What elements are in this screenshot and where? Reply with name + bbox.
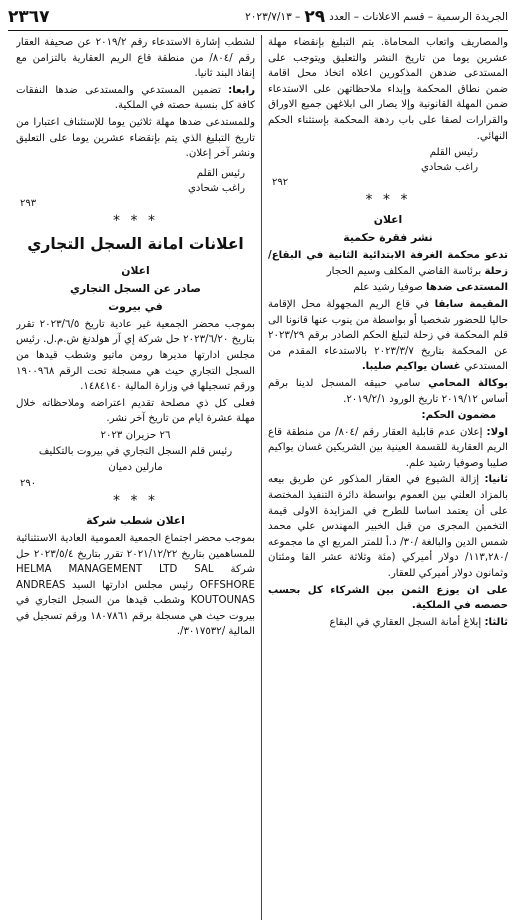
registrar-title: رئيس قلم السجل التجاري في بيروت بالتكليف xyxy=(38,445,233,457)
objection-paragraph: فعلى كل ذي مصلحة تقديم اعتراضه وملاحظاته خلال مهلة عشرة ايام من تاريخ آخر نشر. xyxy=(16,397,255,425)
third-clause: ثالثا: إبلاغ أمانة السجل العقاري في البقاع xyxy=(329,616,508,628)
page-header xyxy=(8,4,508,31)
notice-number: ٢٩٠ xyxy=(20,477,37,489)
separator: * * * xyxy=(365,192,411,209)
ad-title: اعلان xyxy=(121,263,150,277)
separator: * * * xyxy=(113,492,158,509)
court-paragraph: تدعو محكمة الغرفة الابتدائية الثانية في البقاع/ زحلة برئاسة القاضي المكلف وسيم الحجار xyxy=(268,250,508,277)
header-title: الجريدة الرسمية – قسم الاعلانات – العدد xyxy=(329,11,508,23)
ad-location: في بيروت xyxy=(108,299,163,313)
ad-subtitle: صادر عن السجل التجاري xyxy=(70,281,201,295)
residence-paragraph: المقيمة سابقا في قاع الريم المجهولة محل الإقامة حاليا للحضور شخصيا أو بواسطة من ينوب عنها قانونا الى قلم المحكمة في زحلة لتبلغ الحكم الصادر برقم ٢٠٢٣/٢٩ عن المحكمة بتاريخ ٢٠٢٣/٣/٧ بالاستدعاء المقدم من المستدعي غسان يواكيم صليبا. xyxy=(268,298,508,373)
appeal-paragraph: وللمستدعى ضدها مهلة ثلاثين يوما للإستئناف اعتبارا من تاريخ التبليغ الذي يتم بإنقضاء عشرين يوما على التعليق ونشر آخر إعلان. xyxy=(16,116,255,160)
section-title: اعلانات امانة السجل التجاري xyxy=(27,234,244,253)
deregistration-paragraph: بموجب محضر اجتماع الجمعية العمومية العادية الاستثنائية للمساهمين بتاريخ ٢٠٢١/١٢/٢٢ تقرر بتاريخ ٢٠٢٣/٥/٤ حل شركة HELMA MANAGEMENT LTD SAL OFFSHORE رئيس مجلس ادارتها السيد ANDREAS KOUTOUNAS وشطب قيدها من السجل التجاري في بيروت حيث هي مسجلة برقم ١٨٠٧٨٦١ ورقم تسجيل في المالية /٣٠١٧٥٣٢/. xyxy=(16,532,255,638)
notice-number: ٢٩٣ xyxy=(20,197,37,209)
defendant-paragraph: المستدعى ضدها صوفيا رشيد علم xyxy=(353,282,508,294)
page-number: ٢٣٦٧ xyxy=(8,7,50,27)
distribution-clause: على ان يوزع الثمن بين الشركاء كل بحسب حصصه في الملكية. xyxy=(268,584,508,612)
continued-paragraph: لشطب إشارة الاستدعاء رقم ٢٠١٩/٢ عن صحيفة العقار رقم /٨٠٤/ من منطقة قاع الريم العقارية بالتزامن مع إنفاذ البند ثانيا. xyxy=(16,37,255,80)
first-clause: اولا: إعلان عدم قابلية العقار رقم /٨٠٤/ من منطقة قاع الريم العقارية للقسمة العينية بين الشريكين غسان يواكيم صليبا وصوفيا رشيد علم. xyxy=(268,426,508,469)
signature-name: راغب شحادي xyxy=(187,182,245,194)
judgment-heading: مضمون الحكم: xyxy=(421,410,496,422)
notice-paragraph: والمصاريف واتعاب المحاماة. يتم التبليغ بإنقضاء مهلة عشرين يوما من تاريخ النشر والتعليق ويتوجب على المستدعى ضدهن المذكورين اعلاه اتخاذ محل اقامة ضمن نطاق المحكمة وإبداء ملاحظاتهن على الاستدعاء ضمن المهلة القانونية وإلا يصار الى ابلاغهن جميع الاوراق والقرارات لصقا على باب ردهة المحكمة بإستثناء الحكم النهائي. xyxy=(268,37,508,142)
issue-number: ٢٩ xyxy=(304,7,326,27)
fourth-clause: رابعا: تضمين المستدعي والمستدعى ضدها النفقات كافة كل بنسبة حصته في الملكية. xyxy=(16,84,255,112)
ad-date: ٢٦ حزيران ٢٠٢٣ xyxy=(100,429,171,441)
signature-title: رئيس القلم xyxy=(429,147,478,159)
columns xyxy=(8,35,508,920)
header-title-group xyxy=(245,7,508,27)
attorney-paragraph: بوكالة المحامي سامي حبيقه المسجل لدينا برقم أساس ٢٠١٩/١٢ تاريخ الورود ٢٠١٩/٢/١. xyxy=(268,377,508,405)
dissolution-paragraph: بموجب محضر الجمعية غير عادية تاريخ ٢٠٢٣/٦/٥ تقرر بتاريخ ٢٠٢٣/٦/٢٠ حل شركة إي آر هولدنغ ش.م.ل. رئيس مجلس ادارتها مديرها رومن ماتيو وشطب قيدها من السجل التجاري حيث هي مسجلة تحت الرقم ١٩٠٠٩٦٨ ورقم تسجيلها في وزارة المالية ١٤٨٤١٤٠. xyxy=(16,318,255,393)
right-column xyxy=(262,35,508,920)
ad-title: اعلان xyxy=(373,213,403,227)
separator: * * * xyxy=(113,212,158,229)
second-clause: ثانيا: إزالة الشيوع في العقار المذكور عن طريق بيعه بالمزاد العلني بين العموم بواسطة دائرة التنفيذ المختصة على أن يعتمد اساسا للطرح في المزايدة الاولى قيمة التخمين المجرى من قبل الخبير المهندس علي محمد شمس الدين والبالغة /٣٠/ د.أ للمتر المربع اي ما مجموعه /١١٣,٢٨٠/ دولار أميركي (مئة وثلاثة عشر الفا ومئتان وثمانون دولار أميركي للعقار. xyxy=(268,474,508,580)
left-column xyxy=(16,35,262,920)
notice-number: ٢٩٢ xyxy=(272,177,289,189)
ad-title: اعلان شطب شركة xyxy=(86,513,185,527)
signature-name: راغب شحادي xyxy=(420,162,478,174)
registrar-name: مارلين دميان xyxy=(108,461,163,473)
issue-date: – ٢٠٢٣/٧/١٣ xyxy=(245,11,301,23)
signature-title: رئيس القلم xyxy=(196,167,245,179)
ad-subtitle: نشر فقرة حكمية xyxy=(343,231,433,245)
